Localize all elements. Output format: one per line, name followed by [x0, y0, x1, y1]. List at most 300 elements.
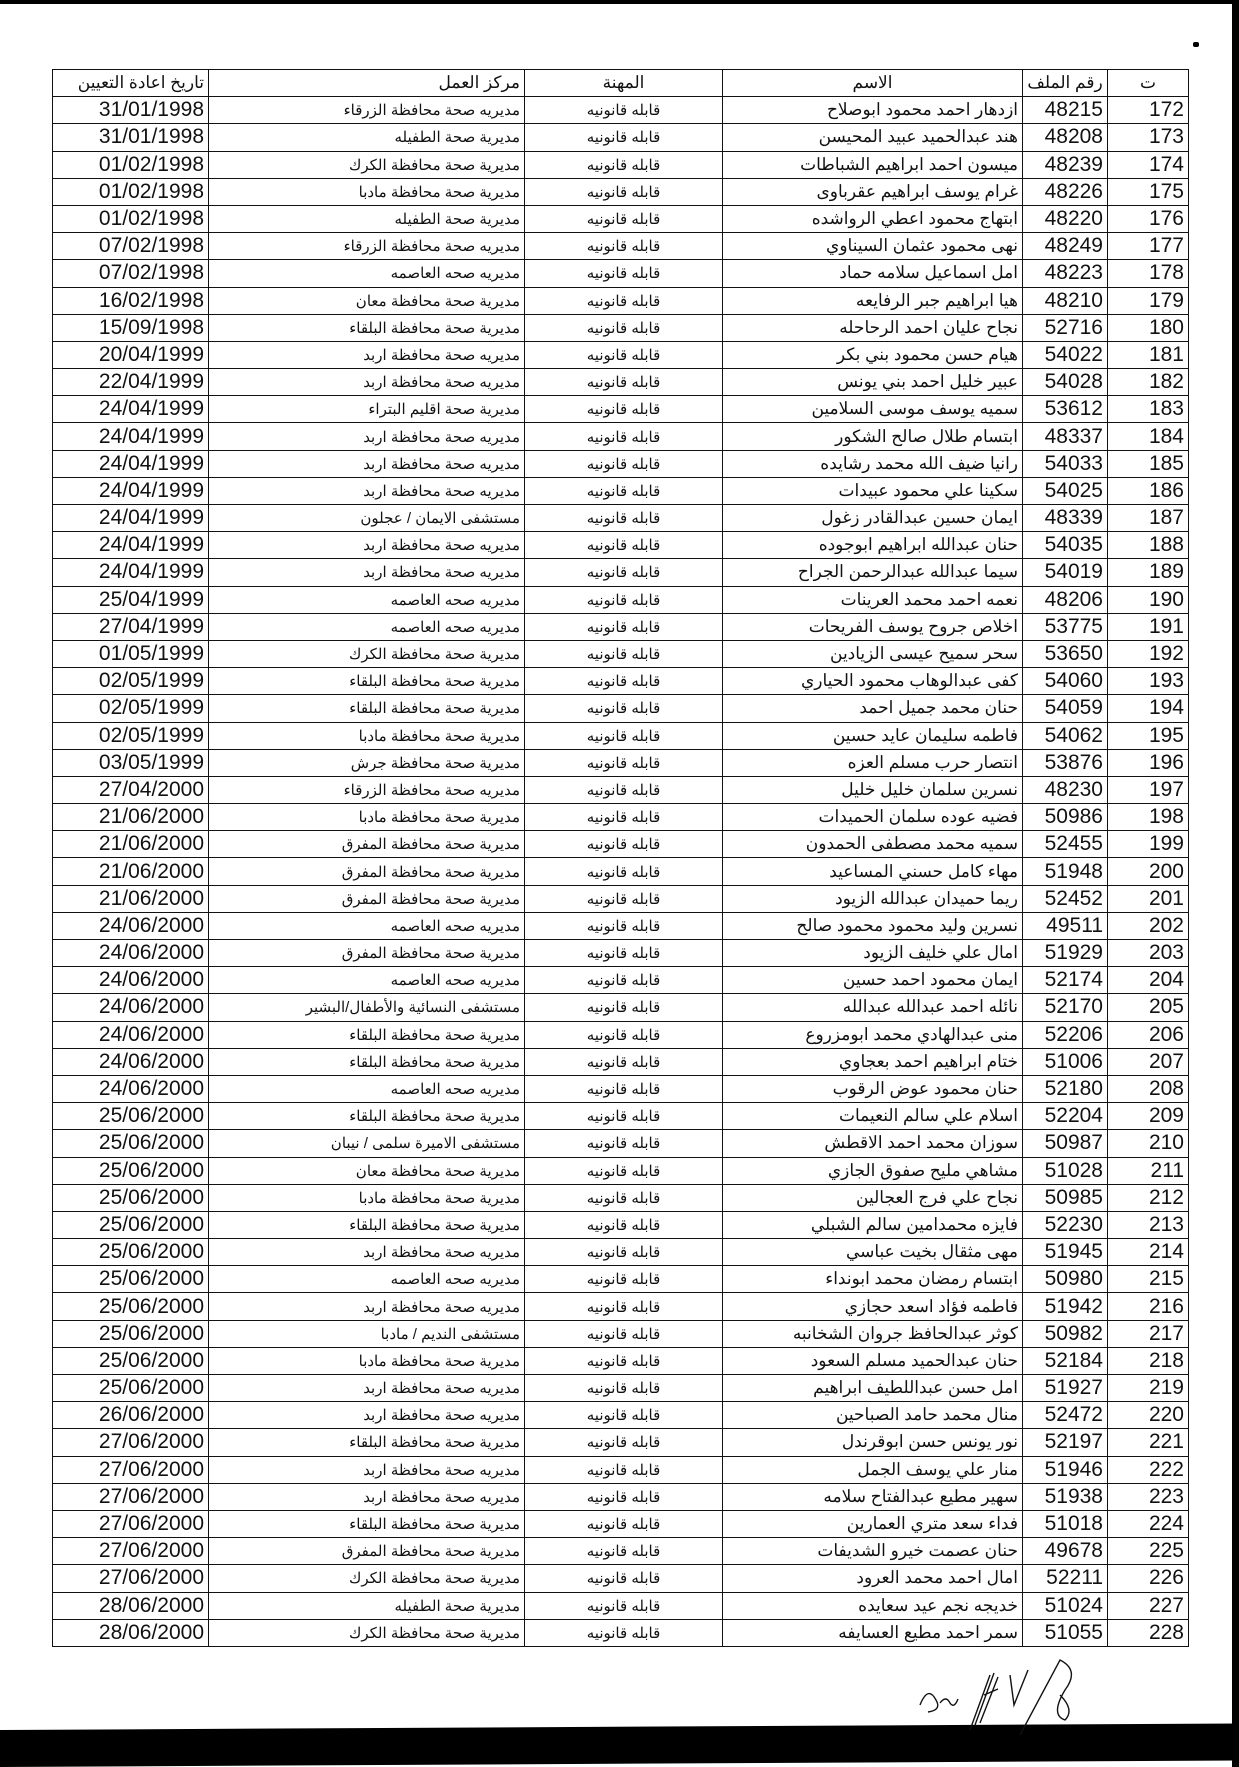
- table-row: [53, 749, 1189, 776]
- row-profession: قابله قانونيه: [525, 1211, 723, 1238]
- row-profession: قابله قانونيه: [525, 1538, 723, 1565]
- header-name: الاسم: [723, 70, 1023, 97]
- row-seq: 206: [1108, 1021, 1189, 1048]
- reappointment-table: [52, 69, 1189, 1647]
- row-file-number: 54025: [1023, 477, 1108, 504]
- table-row: [53, 369, 1189, 396]
- row-name: اخلاص جروح يوسف الفريحات: [723, 613, 1023, 640]
- row-seq: 180: [1108, 314, 1189, 341]
- row-work-center: مستشفى الاميرة سلمى / نيبان: [209, 1130, 525, 1157]
- row-seq: 186: [1108, 477, 1189, 504]
- row-profession: قابله قانونيه: [525, 178, 723, 205]
- table-row: [53, 1402, 1189, 1429]
- row-profession: قابله قانونيه: [525, 967, 723, 994]
- row-reappointment-date: 25/06/2000: [53, 1375, 209, 1402]
- table-row: [53, 151, 1189, 178]
- row-name: ابتسام رمضان محمد ابونداء: [723, 1266, 1023, 1293]
- row-file-number: 52206: [1023, 1021, 1108, 1048]
- row-seq: 214: [1108, 1239, 1189, 1266]
- row-file-number: 54028: [1023, 369, 1108, 396]
- table-row: [53, 804, 1189, 831]
- row-work-center: مديرية صحة محافظة جرش: [209, 749, 525, 776]
- row-file-number: 48206: [1023, 586, 1108, 613]
- row-reappointment-date: 28/06/2000: [53, 1592, 209, 1619]
- row-file-number: 51018: [1023, 1510, 1108, 1537]
- row-file-number: 48223: [1023, 260, 1108, 287]
- row-reappointment-date: 25/06/2000: [53, 1347, 209, 1374]
- row-reappointment-date: 07/02/1998: [53, 260, 209, 287]
- table-row: [53, 423, 1189, 450]
- row-name: منار علي يوسف الجمل: [723, 1456, 1023, 1483]
- row-file-number: 49678: [1023, 1538, 1108, 1565]
- row-seq: 200: [1108, 858, 1189, 885]
- table-row: [53, 97, 1189, 124]
- row-name: نجاح علي فرج العجالين: [723, 1184, 1023, 1211]
- row-file-number: 52472: [1023, 1402, 1108, 1429]
- row-file-number: 51948: [1023, 858, 1108, 885]
- row-file-number: 54035: [1023, 532, 1108, 559]
- table-row: [53, 831, 1189, 858]
- row-reappointment-date: 27/06/2000: [53, 1538, 209, 1565]
- row-name: رانيا ضيف الله محمد رشايده: [723, 450, 1023, 477]
- row-work-center: مديرية صحة محافظة مادبا: [209, 804, 525, 831]
- header-work-center: مركز العمل: [209, 70, 525, 97]
- row-work-center: مديرية صحة محافظة مادبا: [209, 1347, 525, 1374]
- row-reappointment-date: 25/06/2000: [53, 1211, 209, 1238]
- row-seq: 213: [1108, 1211, 1189, 1238]
- row-name: مهاء كامل حسني المساعيد: [723, 858, 1023, 885]
- row-file-number: 51055: [1023, 1619, 1108, 1646]
- row-work-center: مديريه صحة محافظة اربد: [209, 1402, 525, 1429]
- row-work-center: مديريه صحة محافظة اربد: [209, 1375, 525, 1402]
- row-seq: 202: [1108, 912, 1189, 939]
- table-row: [53, 505, 1189, 532]
- row-seq: 197: [1108, 776, 1189, 803]
- row-name: كوثر عبدالحافظ جروان الشخانبه: [723, 1320, 1023, 1347]
- row-profession: قابله قانونيه: [525, 1483, 723, 1510]
- row-seq: 198: [1108, 804, 1189, 831]
- table-row: [53, 940, 1189, 967]
- row-file-number: 51024: [1023, 1592, 1108, 1619]
- scan-edge-right: [1232, 0, 1239, 1767]
- table-row: [53, 776, 1189, 803]
- row-reappointment-date: 24/06/2000: [53, 1021, 209, 1048]
- row-file-number: 54033: [1023, 450, 1108, 477]
- row-profession: قابله قانونيه: [525, 1429, 723, 1456]
- table-row: [53, 1048, 1189, 1075]
- row-seq: 191: [1108, 613, 1189, 640]
- row-profession: قابله قانونيه: [525, 1320, 723, 1347]
- row-profession: قابله قانونيه: [525, 885, 723, 912]
- row-reappointment-date: 27/06/2000: [53, 1510, 209, 1537]
- row-work-center: مديرية صحة محافظة البلقاء: [209, 1429, 525, 1456]
- table-row: [53, 586, 1189, 613]
- row-reappointment-date: 31/01/1998: [53, 97, 209, 124]
- table-row: [53, 178, 1189, 205]
- row-reappointment-date: 21/06/2000: [53, 804, 209, 831]
- row-profession: قابله قانونيه: [525, 151, 723, 178]
- row-file-number: 48230: [1023, 776, 1108, 803]
- row-reappointment-date: 24/06/2000: [53, 912, 209, 939]
- row-profession: قابله قانونيه: [525, 1375, 723, 1402]
- row-work-center: مديريه صحه العاصمه: [209, 260, 525, 287]
- row-reappointment-date: 01/05/1999: [53, 640, 209, 667]
- row-seq: 207: [1108, 1048, 1189, 1075]
- row-name: فداء سعد متري العمارين: [723, 1510, 1023, 1537]
- row-work-center: مديريه صحه العاصمه: [209, 1075, 525, 1102]
- row-profession: قابله قانونيه: [525, 1048, 723, 1075]
- row-seq: 193: [1108, 668, 1189, 695]
- row-name: منال محمد حامد الصباحين: [723, 1402, 1023, 1429]
- row-work-center: مديريه صحة محافظة اربد: [209, 341, 525, 368]
- row-seq: 219: [1108, 1375, 1189, 1402]
- row-name: ازدهار احمد محمود ابوصلاح: [723, 97, 1023, 124]
- row-reappointment-date: 22/04/1999: [53, 369, 209, 396]
- row-file-number: 53650: [1023, 640, 1108, 667]
- row-name: سكينا علي محمود عبيدات: [723, 477, 1023, 504]
- row-reappointment-date: 24/04/1999: [53, 532, 209, 559]
- row-name: ايمان محمود احمد حسين: [723, 967, 1023, 994]
- row-name: غرام يوسف ابراهيم عقرباوى: [723, 178, 1023, 205]
- row-file-number: 51938: [1023, 1483, 1108, 1510]
- row-name: حنان عصمت خيرو الشديفات: [723, 1538, 1023, 1565]
- row-reappointment-date: 24/04/1999: [53, 450, 209, 477]
- row-seq: 226: [1108, 1565, 1189, 1592]
- table-row: [53, 1021, 1189, 1048]
- header-file-number: رقم الملف: [1023, 70, 1108, 97]
- row-profession: قابله قانونيه: [525, 205, 723, 232]
- row-file-number: 54060: [1023, 668, 1108, 695]
- row-file-number: 52230: [1023, 1211, 1108, 1238]
- row-profession: قابله قانونيه: [525, 1184, 723, 1211]
- handwritten-signature-icon: [910, 1655, 1110, 1735]
- row-profession: قابله قانونيه: [525, 722, 723, 749]
- row-reappointment-date: 25/04/1999: [53, 586, 209, 613]
- row-work-center: مديرية صحة محافظة المفرق: [209, 1538, 525, 1565]
- row-seq: 195: [1108, 722, 1189, 749]
- row-reappointment-date: 16/02/1998: [53, 287, 209, 314]
- row-reappointment-date: 24/06/2000: [53, 967, 209, 994]
- row-work-center: مديرية صحة محافظة المفرق: [209, 885, 525, 912]
- row-file-number: 51942: [1023, 1293, 1108, 1320]
- row-work-center: مديرية صحة محافظة الكرك: [209, 1565, 525, 1592]
- row-work-center: مديرية صحة الطفيله: [209, 124, 525, 151]
- row-seq: 223: [1108, 1483, 1189, 1510]
- row-work-center: مديرية صحة محافظة البلقاء: [209, 668, 525, 695]
- row-seq: 179: [1108, 287, 1189, 314]
- row-name: هيا ابراهيم جبر الرفايعه: [723, 287, 1023, 314]
- row-profession: قابله قانونيه: [525, 858, 723, 885]
- row-profession: قابله قانونيه: [525, 505, 723, 532]
- row-seq: 177: [1108, 233, 1189, 260]
- row-profession: قابله قانونيه: [525, 586, 723, 613]
- row-reappointment-date: 27/06/2000: [53, 1565, 209, 1592]
- row-file-number: 50986: [1023, 804, 1108, 831]
- table-row: [53, 722, 1189, 749]
- row-reappointment-date: 27/06/2000: [53, 1429, 209, 1456]
- row-reappointment-date: 25/06/2000: [53, 1239, 209, 1266]
- table-row: [53, 668, 1189, 695]
- row-seq: 228: [1108, 1619, 1189, 1646]
- row-name: سميه يوسف موسى السلامين: [723, 396, 1023, 423]
- table-row: [53, 260, 1189, 287]
- table-row: [53, 1320, 1189, 1347]
- row-name: حنان محمود عوض الرقوب: [723, 1075, 1023, 1102]
- row-seq: 196: [1108, 749, 1189, 776]
- row-seq: 209: [1108, 1103, 1189, 1130]
- row-reappointment-date: 02/05/1999: [53, 695, 209, 722]
- row-work-center: مديريه صحة محافظة اربد: [209, 1293, 525, 1320]
- table-row: [53, 341, 1189, 368]
- row-work-center: مستشفى النسائية والأطفال/البشير: [209, 994, 525, 1021]
- row-work-center: مديرية صحة محافظة البلقاء: [209, 1510, 525, 1537]
- row-reappointment-date: 03/05/1999: [53, 749, 209, 776]
- row-name: سميه محمد مصطفى الحمدون: [723, 831, 1023, 858]
- row-file-number: 51946: [1023, 1456, 1108, 1483]
- row-name: ابتسام طلال صالح الشكور: [723, 423, 1023, 450]
- row-profession: قابله قانونيه: [525, 260, 723, 287]
- row-work-center: مديرية صحة محافظة البلقاء: [209, 1211, 525, 1238]
- row-profession: قابله قانونيه: [525, 1510, 723, 1537]
- table-row: [53, 233, 1189, 260]
- row-seq: 176: [1108, 205, 1189, 232]
- row-work-center: مستشفى النديم / مادبا: [209, 1320, 525, 1347]
- row-reappointment-date: 24/06/2000: [53, 994, 209, 1021]
- row-reappointment-date: 25/06/2000: [53, 1184, 209, 1211]
- row-seq: 183: [1108, 396, 1189, 423]
- row-seq: 175: [1108, 178, 1189, 205]
- row-reappointment-date: 28/06/2000: [53, 1619, 209, 1646]
- row-work-center: مديرية صحة محافظة مادبا: [209, 178, 525, 205]
- row-profession: قابله قانونيه: [525, 1103, 723, 1130]
- row-seq: 190: [1108, 586, 1189, 613]
- table-row: [53, 1293, 1189, 1320]
- table-row: [53, 205, 1189, 232]
- row-seq: 172: [1108, 97, 1189, 124]
- row-work-center: مديرية صحة محافظة البلقاء: [209, 695, 525, 722]
- header-profession: المهنة: [525, 70, 723, 97]
- row-profession: قابله قانونيه: [525, 1130, 723, 1157]
- row-work-center: مديرية صحة محافظة البلقاء: [209, 314, 525, 341]
- row-name: امال علي خليف الزيود: [723, 940, 1023, 967]
- table-row: [53, 1429, 1189, 1456]
- row-seq: 218: [1108, 1347, 1189, 1374]
- row-reappointment-date: 26/06/2000: [53, 1402, 209, 1429]
- table-row: [53, 314, 1189, 341]
- row-seq: 189: [1108, 559, 1189, 586]
- row-reappointment-date: 01/02/1998: [53, 205, 209, 232]
- table-row: [53, 1130, 1189, 1157]
- row-work-center: مديريه صحة محافظة اربد: [209, 450, 525, 477]
- table-row: [53, 1157, 1189, 1184]
- row-file-number: 51927: [1023, 1375, 1108, 1402]
- row-name: سحر سميح عيسى الزيادين: [723, 640, 1023, 667]
- row-name: سوزان محمد احمد الاقطش: [723, 1130, 1023, 1157]
- row-seq: 224: [1108, 1510, 1189, 1537]
- row-reappointment-date: 25/06/2000: [53, 1293, 209, 1320]
- row-file-number: 52455: [1023, 831, 1108, 858]
- row-work-center: مديريه صحة محافظة اربد: [209, 423, 525, 450]
- row-profession: قابله قانونيه: [525, 1266, 723, 1293]
- table-row: [53, 640, 1189, 667]
- row-reappointment-date: 25/06/2000: [53, 1130, 209, 1157]
- row-name: حنان عبدالحميد مسلم السعود: [723, 1347, 1023, 1374]
- row-reappointment-date: 24/04/1999: [53, 423, 209, 450]
- row-file-number: 48249: [1023, 233, 1108, 260]
- row-file-number: 48210: [1023, 287, 1108, 314]
- row-reappointment-date: 01/02/1998: [53, 151, 209, 178]
- row-name: امل اسماعيل سلامه حماد: [723, 260, 1023, 287]
- row-profession: قابله قانونيه: [525, 940, 723, 967]
- table-body: [53, 97, 1189, 1647]
- row-file-number: 48220: [1023, 205, 1108, 232]
- row-profession: قابله قانونيه: [525, 1402, 723, 1429]
- row-work-center: مديرية صحة محافظة المفرق: [209, 858, 525, 885]
- row-reappointment-date: 21/06/2000: [53, 885, 209, 912]
- row-work-center: مديريه صحه العاصمه: [209, 967, 525, 994]
- row-profession: قابله قانونيه: [525, 369, 723, 396]
- row-profession: قابله قانونيه: [525, 613, 723, 640]
- row-profession: قابله قانونيه: [525, 668, 723, 695]
- row-seq: 208: [1108, 1075, 1189, 1102]
- row-reappointment-date: 07/02/1998: [53, 233, 209, 260]
- row-file-number: 52204: [1023, 1103, 1108, 1130]
- row-reappointment-date: 27/06/2000: [53, 1456, 209, 1483]
- table-row: [53, 396, 1189, 423]
- row-profession: قابله قانونيه: [525, 695, 723, 722]
- row-work-center: مديريه صحه العاصمه: [209, 1266, 525, 1293]
- row-name: فاطمه سليمان عايد حسين: [723, 722, 1023, 749]
- row-name: اسلام علي سالم النعيمات: [723, 1103, 1023, 1130]
- row-seq: 211: [1108, 1157, 1189, 1184]
- row-profession: قابله قانونيه: [525, 1347, 723, 1374]
- row-profession: قابله قانونيه: [525, 1075, 723, 1102]
- row-name: نائله احمد عبدالله عبدالله: [723, 994, 1023, 1021]
- row-name: سمر احمد مطيع العسايفه: [723, 1619, 1023, 1646]
- row-reappointment-date: 02/05/1999: [53, 722, 209, 749]
- row-file-number: 52197: [1023, 1429, 1108, 1456]
- row-name: فاطمه فؤاد اسعد حجازي: [723, 1293, 1023, 1320]
- table-row: [53, 994, 1189, 1021]
- row-seq: 217: [1108, 1320, 1189, 1347]
- row-profession: قابله قانونيه: [525, 776, 723, 803]
- row-profession: قابله قانونيه: [525, 1565, 723, 1592]
- row-seq: 210: [1108, 1130, 1189, 1157]
- row-work-center: مستشفى الايمان / عجلون: [209, 505, 525, 532]
- row-file-number: 52184: [1023, 1347, 1108, 1374]
- row-reappointment-date: 25/06/2000: [53, 1266, 209, 1293]
- row-work-center: مديريه صحه العاصمه: [209, 586, 525, 613]
- scan-speck: [1193, 42, 1199, 47]
- row-seq: 204: [1108, 967, 1189, 994]
- row-name: نسرين سلمان خليل خليل: [723, 776, 1023, 803]
- row-reappointment-date: 01/02/1998: [53, 178, 209, 205]
- row-profession: قابله قانونيه: [525, 831, 723, 858]
- row-reappointment-date: 25/06/2000: [53, 1103, 209, 1130]
- row-seq: 173: [1108, 124, 1189, 151]
- row-reappointment-date: 21/06/2000: [53, 831, 209, 858]
- row-seq: 225: [1108, 1538, 1189, 1565]
- row-seq: 188: [1108, 532, 1189, 559]
- row-name: امل حسن عبداللطيف ابراهيم: [723, 1375, 1023, 1402]
- header-row: [53, 70, 1189, 97]
- row-profession: قابله قانونيه: [525, 287, 723, 314]
- table-row: [53, 124, 1189, 151]
- row-seq: 222: [1108, 1456, 1189, 1483]
- row-file-number: 49511: [1023, 912, 1108, 939]
- row-profession: قابله قانونيه: [525, 1592, 723, 1619]
- table-row: [53, 1538, 1189, 1565]
- row-name: نهى محمود عثمان السيناوي: [723, 233, 1023, 260]
- row-seq: 220: [1108, 1402, 1189, 1429]
- row-seq: 187: [1108, 505, 1189, 532]
- row-name: ريما حميدان عبدالله الزيود: [723, 885, 1023, 912]
- row-work-center: مديرية صحة محافظة البلقاء: [209, 1103, 525, 1130]
- row-profession: قابله قانونيه: [525, 749, 723, 776]
- table-row: [53, 1619, 1189, 1646]
- row-profession: قابله قانونيه: [525, 341, 723, 368]
- row-seq: 216: [1108, 1293, 1189, 1320]
- row-profession: قابله قانونيه: [525, 1619, 723, 1646]
- row-name: هند عبدالحميد عبيد المحيسن: [723, 124, 1023, 151]
- table-row: [53, 1211, 1189, 1238]
- row-profession: قابله قانونيه: [525, 804, 723, 831]
- row-file-number: 48337: [1023, 423, 1108, 450]
- row-file-number: 51028: [1023, 1157, 1108, 1184]
- row-name: سهير مطيع عبدالفتاح سلامه: [723, 1483, 1023, 1510]
- table-row: [53, 1103, 1189, 1130]
- row-work-center: مديرية صحة محافظة مادبا: [209, 1184, 525, 1211]
- row-reappointment-date: 21/06/2000: [53, 858, 209, 885]
- table-row: [53, 1510, 1189, 1537]
- row-work-center: مديريه صحة محافظة الزرقاء: [209, 233, 525, 260]
- row-work-center: مديرية صحة الطفيله: [209, 205, 525, 232]
- header-reappointment-date: تاريخ اعادة التعيين: [53, 70, 209, 97]
- row-name: مهى مثقال بخيت عباسي: [723, 1239, 1023, 1266]
- row-name: فضيه عوده سلمان الحميدات: [723, 804, 1023, 831]
- row-reappointment-date: 25/06/2000: [53, 1157, 209, 1184]
- row-reappointment-date: 24/04/1999: [53, 559, 209, 586]
- scan-edge-top: [0, 0, 1239, 4]
- row-work-center: مديرية صحة محافظة الكرك: [209, 640, 525, 667]
- row-work-center: مديرية صحة محافظة البلقاء: [209, 1021, 525, 1048]
- row-reappointment-date: 24/06/2000: [53, 1075, 209, 1102]
- row-name: ابتهاج محمود اعطي الرواشده: [723, 205, 1023, 232]
- row-seq: 174: [1108, 151, 1189, 178]
- row-profession: قابله قانونيه: [525, 396, 723, 423]
- row-work-center: مديرية صحة محافظة معان: [209, 1157, 525, 1184]
- row-profession: قابله قانونيه: [525, 97, 723, 124]
- row-work-center: مديريه صحة محافظة اربد: [209, 1239, 525, 1266]
- row-profession: قابله قانونيه: [525, 1157, 723, 1184]
- row-name: مشاهي مليح صفوق الجازي: [723, 1157, 1023, 1184]
- row-work-center: مديرية صحة محافظة المفرق: [209, 940, 525, 967]
- row-work-center: مديريه صحة محافظة الزرقاء: [209, 776, 525, 803]
- row-file-number: 48226: [1023, 178, 1108, 205]
- row-profession: قابله قانونيه: [525, 477, 723, 504]
- row-seq: 221: [1108, 1429, 1189, 1456]
- row-reappointment-date: 20/04/1999: [53, 341, 209, 368]
- row-profession: قابله قانونيه: [525, 559, 723, 586]
- table-row: [53, 477, 1189, 504]
- row-seq: 199: [1108, 831, 1189, 858]
- row-file-number: 48208: [1023, 124, 1108, 151]
- row-profession: قابله قانونيه: [525, 423, 723, 450]
- row-file-number: 50985: [1023, 1184, 1108, 1211]
- row-profession: قابله قانونيه: [525, 912, 723, 939]
- row-reappointment-date: 27/04/1999: [53, 613, 209, 640]
- row-name: انتصار حرب مسلم العزه: [723, 749, 1023, 776]
